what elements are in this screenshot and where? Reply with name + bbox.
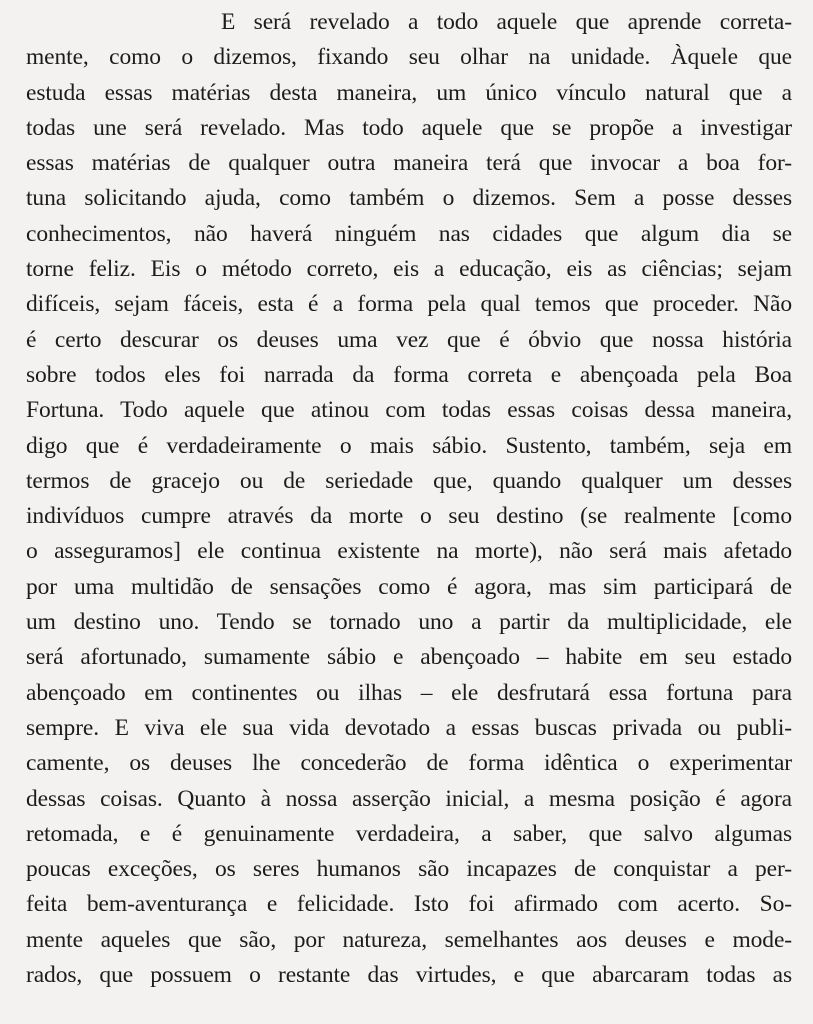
text-line: abençoado em continentes ou ilhas – ele desfrutará essa fortuna para bbox=[26, 679, 792, 706]
paragraph-first-line: E será revelado a todo aquele que aprende correta- bbox=[221, 9, 792, 35]
text-line: essas matérias de qualquer outra maneira terá que invocar a boa for- bbox=[26, 150, 792, 177]
text-line: camente, os deuses lhe concederão de forma idêntica o experimentar bbox=[26, 750, 792, 777]
text-line: Fortuna. Todo aquele que atinou com todas essas coisas dessa maneira, bbox=[26, 397, 792, 424]
text-line: estuda essas matérias desta maneira, um único vínculo natural que a bbox=[26, 79, 792, 106]
text-line: o asseguramos] ele continua existente na morte), não será mais afetado bbox=[26, 538, 792, 565]
text-line: torne feliz. Eis o método correto, eis a educação, eis as ciências; sejam bbox=[26, 256, 792, 283]
text-line: difíceis, sejam fáceis, esta é a forma pela qual temos que proceder. Não bbox=[26, 291, 792, 318]
text-line: indivíduos cumpre através da morte o seu destino (se realmente [como bbox=[26, 503, 792, 530]
text-line: retomada, e é genuinamente verdadeira, a saber, que salvo algumas bbox=[26, 820, 792, 847]
text-line: um destino uno. Tendo se tornado uno a partir da multiplicidade, ele bbox=[26, 609, 792, 636]
text-line: mente aqueles que são, por natureza, semelhantes aos deuses e mode- bbox=[26, 926, 792, 953]
text-line: termos de gracejo ou de seriedade que, quando qualquer um desses bbox=[26, 467, 792, 494]
text-line: tuna solicitando ajuda, como também o dizemos. Sem a posse desses bbox=[26, 185, 792, 212]
text-line: rados, que possuem o restante das virtudes, e que abarcaram todas as bbox=[26, 962, 792, 989]
text-line: conhecimentos, não haverá ninguém nas cidades que algum dia se bbox=[26, 220, 792, 247]
text-line: é certo descurar os deuses uma vez que é óbvio que nossa história bbox=[26, 326, 792, 353]
text-line: todas une será revelado. Mas todo aquele que se propõe a investigar bbox=[26, 114, 792, 141]
text-line: sobre todos eles foi narrada da forma correta e abençoada pela Boa bbox=[26, 361, 792, 388]
text-line: mente, como o dizemos, fixando seu olhar na unidade. Àquele que bbox=[26, 44, 792, 71]
text-line: digo que é verdadeiramente o mais sábio. Sustento, também, seja em bbox=[26, 432, 792, 459]
text-line: por uma multidão de sensações como é agora, mas sim participará de bbox=[26, 573, 792, 600]
body-text bbox=[26, 0, 792, 993]
text-line: feita bem-aventurança e felicidade. Isto foi afirmado com acerto. So- bbox=[26, 891, 792, 918]
text-line: será afortunado, sumamente sábio e abençoado – habite em seu estado bbox=[26, 644, 792, 671]
text-line: sempre. E viva ele sua vida devotado a essas buscas privada ou publi- bbox=[26, 714, 792, 741]
text-line: poucas exceções, os seres humanos são incapazes de conquistar a per- bbox=[26, 856, 792, 883]
text-line: dessas coisas. Quanto à nossa asserção inicial, a mesma posição é agora bbox=[26, 785, 792, 812]
